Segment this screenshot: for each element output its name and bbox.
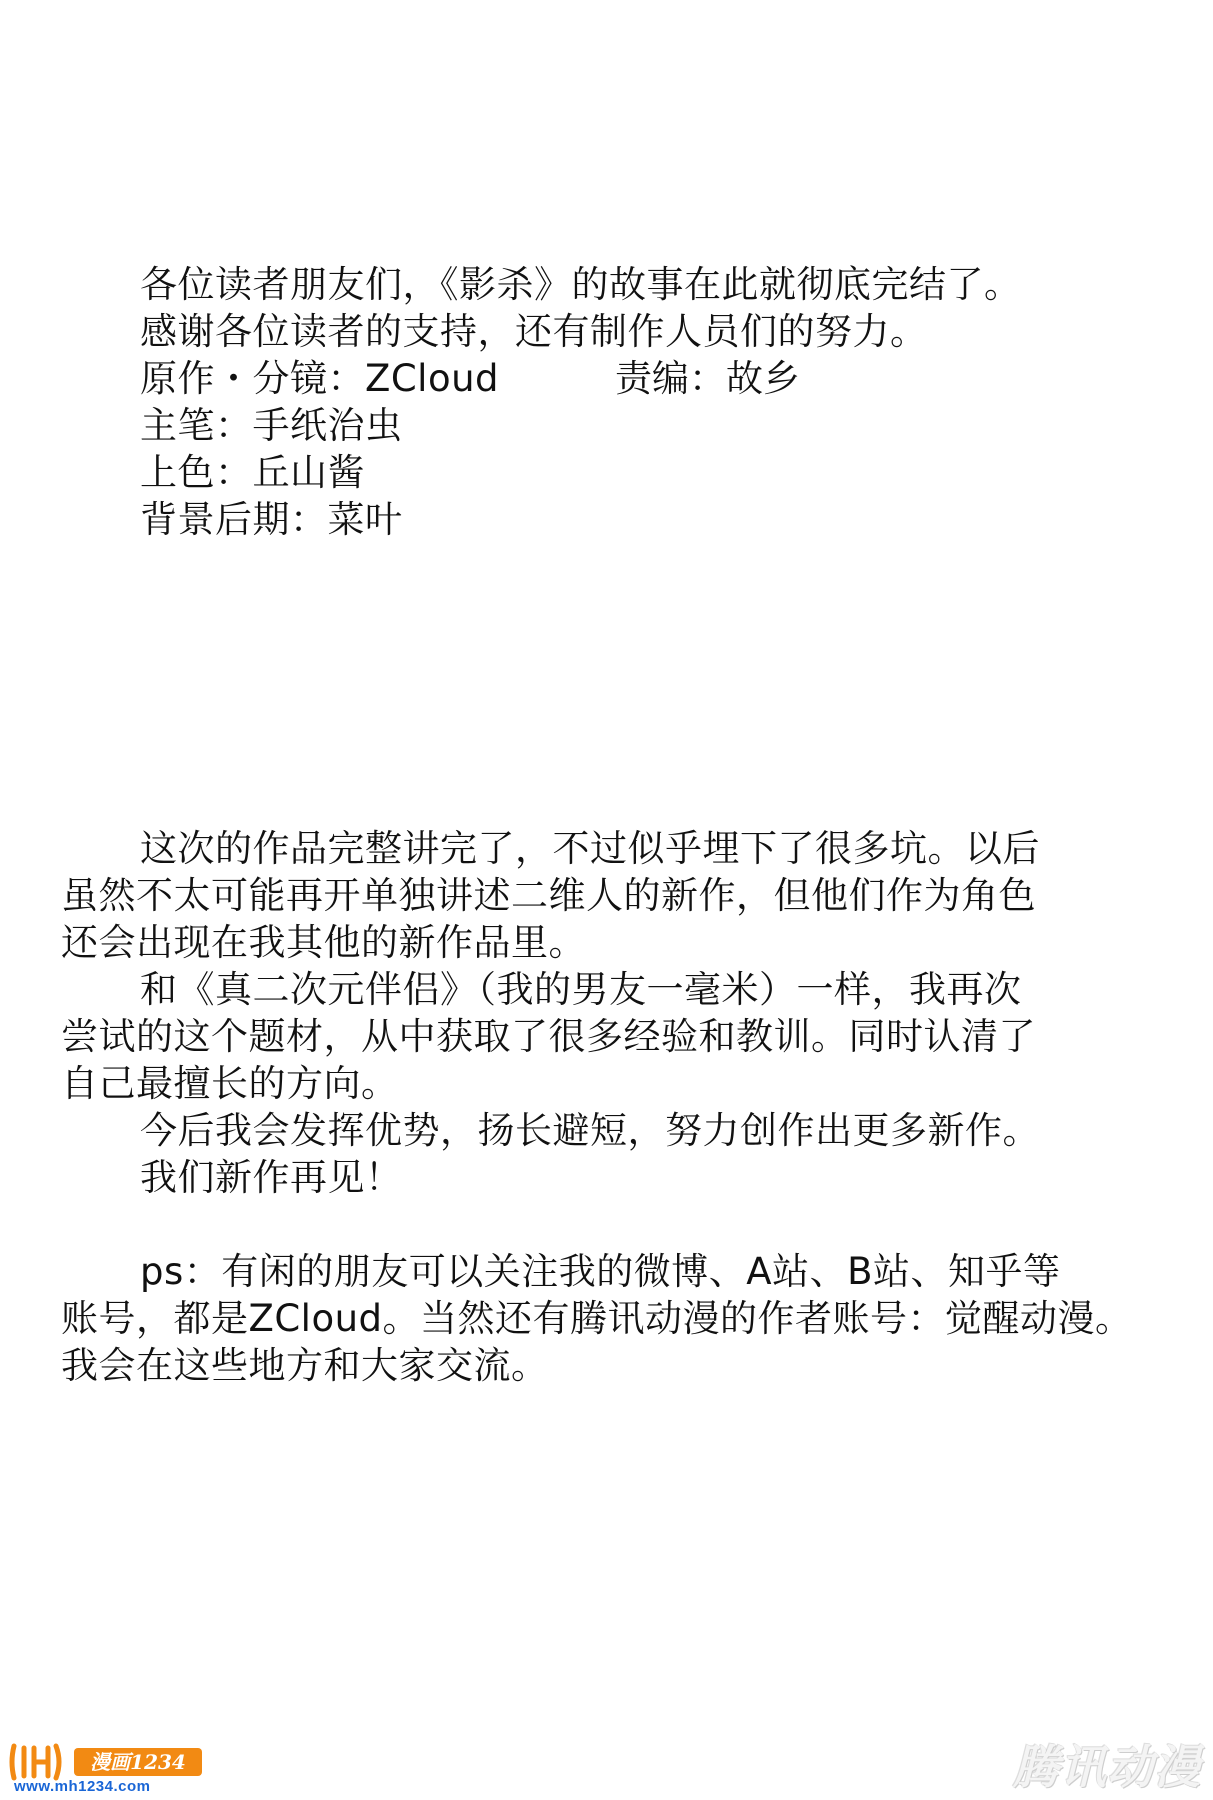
tencent-comic-watermark: 腾讯动漫 (1013, 1741, 1201, 1793)
mh1234-watermark (8, 1742, 208, 1796)
ps-line-2: 账号，都是ZCloud。当然还有腾讯动漫的作者账号：觉醒动漫。 (61, 1297, 1133, 1340)
credits-intro-line: 各位读者朋友们，《影杀》的故事在此就彻底完结了。 (140, 263, 1022, 306)
mh1234-badge: 漫画1234 (74, 1748, 202, 1776)
credit-main-artist: 主笔：手纸治虫 (140, 404, 403, 447)
credit-coloring: 上色：丘山酱 (140, 451, 365, 494)
credits-thanks-line: 感谢各位读者的支持，还有制作人员们的努力。 (140, 310, 928, 353)
afterword-paragraph-3: 今后我会发挥优势，扬长避短，努力创作出更多新作。 (140, 1109, 1040, 1152)
credit-background: 背景后期：菜叶 (140, 498, 403, 541)
afterword-paragraph-1-line-1: 这次的作品完整讲完了，不过似乎埋下了很多坑。以后 (140, 827, 1040, 870)
afterword-paragraph-2-line-2: 尝试的这个题材，从中获取了很多经验和教训。同时认清了 (61, 1015, 1036, 1058)
ps-line-1: ps：有闲的朋友可以关注我的微博、A站、B站、知乎等 (140, 1250, 1061, 1293)
afterword-paragraph-1-line-3: 还会出现在我其他的新作品里。 (61, 921, 586, 964)
mh1234-url: www.mh1234.com (14, 1778, 151, 1795)
credit-editor: 责编：故乡 (615, 357, 800, 400)
afterword-paragraph-4: 我们新作再见！ (140, 1156, 403, 1199)
afterword-paragraph-2-line-1: 和《真二次元伴侣》（我的男友一毫米）一样，我再次 (140, 968, 1022, 1011)
ps-line-3: 我会在这些地方和大家交流。 (61, 1344, 549, 1387)
afterword-paragraph-1-line-2: 虽然不太可能再开单独讲述二维人的新作，但他们作为角色 (61, 874, 1036, 917)
afterword-paragraph-2-line-3: 自己最擅长的方向。 (61, 1062, 399, 1105)
credit-original-storyboard: 原作・分镜：ZCloud (140, 357, 500, 400)
mh1234-logo-icon (8, 1742, 64, 1782)
